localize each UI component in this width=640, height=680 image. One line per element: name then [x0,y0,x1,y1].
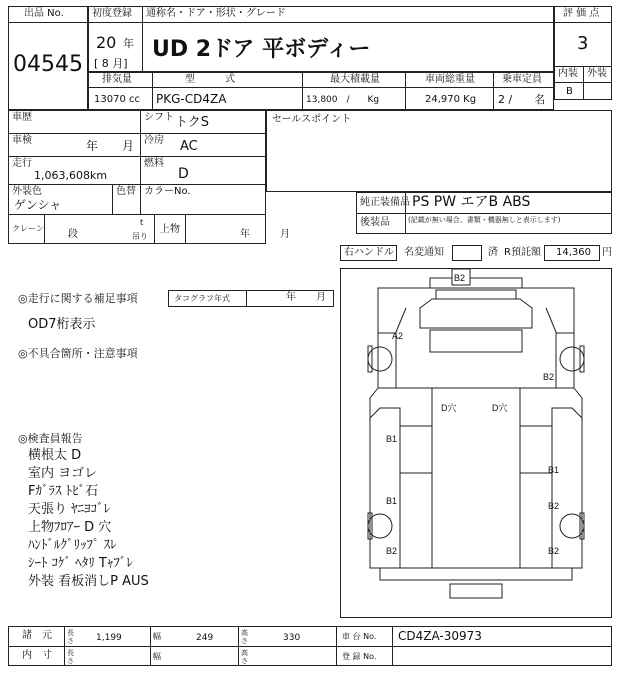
color-change-label: 色替 [116,186,136,197]
recycle-fee-label: R預託額 [504,247,541,258]
damage-mark-a2-windshield: A2 [392,331,404,341]
damage-mark-b2-left-rear: B2 [386,546,398,556]
history-label: 車歴 [12,112,32,123]
inspector-line: 外装 看板消しP AUS [28,574,149,589]
displacement-label: 排気量 [102,74,132,85]
shoryo-label: 諸 元 [22,630,52,641]
defects-label: ◎不具合箇所・注意事項 [18,347,138,360]
capacity-value: 2 / 名 [498,93,546,106]
lot-label: 出品 No. [24,8,64,19]
damage-mark-b2-front: B2 [454,273,466,283]
damage-mark-d-hole-2: D穴 [492,403,508,413]
model-label: 型 式 [185,74,235,85]
capacity-label: 乗車定員 [502,74,542,85]
chassis-value: CD4ZA-30973 [398,629,482,643]
width-label-2: 幅 [153,652,161,661]
first-reg-year: 20 [96,33,117,52]
inspector-label: ◎検査員報告 [18,432,83,445]
fuel-value: D [178,166,189,182]
name-change-box [452,245,482,261]
shift-label: シフト [144,112,174,123]
height-value: 330 [283,633,301,643]
ext-color-value: ゲンシャ [14,198,62,212]
truck-diagram [340,268,612,618]
reg-label: 登 録 No. [342,652,377,661]
chassis-label: 車 台 No. [342,632,377,641]
damage-mark-b2-right-rear: B2 [548,546,560,556]
damage-mark-b2-right-mid: B2 [548,501,560,511]
length-value: 1,199 [96,633,122,643]
inspection-value: 年 月 [86,139,135,153]
ac-value: AC [180,139,198,154]
model-value: PKG-CD4ZA [156,92,227,106]
genuine-equipment-label: 純正装備品 [360,197,410,208]
width-label: 幅 [153,632,161,641]
exterior-label: 外装 [587,68,607,79]
fuel-label: 燃料 [144,158,164,169]
inspector-line: 天張り ﾔﾆﾖｺﾞﾚ [28,502,111,517]
ac-label: 冷房 [144,135,164,146]
eval-score: 3 [577,33,589,54]
tacho-value: 年 月 [286,292,326,303]
first-reg-label: 初度登録 [92,8,132,19]
inspector-line: Fｶﾞﾗｽ ﾄﾋﾞ石 [28,484,99,499]
interior-grade: B [566,86,573,97]
damage-mark-b1-left: B1 [386,434,398,444]
length-label-2: 長さ [67,649,74,665]
naisun-label: 内 寸 [22,650,52,661]
height-label-2: 高さ [241,649,248,665]
max-load-label: 最大積載量 [330,74,380,85]
gross-weight-value: 24,970 Kg [425,94,477,105]
inspector-line: 横根太 D [28,448,82,463]
damage-mark-d-hole-1: D穴 [441,403,457,413]
first-reg-month: [ 8 月] [94,57,128,70]
vehicle-name: UD 2ドア 平ボディー [152,37,371,62]
rhd-label: 右ハンドル [344,247,394,258]
damage-mark-b2-right-front: B2 [543,372,555,382]
aftermarket-note: (記載が無い場合、書類・機器無しと表示します) [408,216,561,224]
name-change-label: 名変通知 [404,247,444,258]
height-label: 高さ [241,629,248,645]
interior-label: 内装 [558,68,578,79]
recycle-label: 済 [488,247,498,258]
driving-note: OD7桁表示 [28,317,96,332]
length-label: 長さ [67,629,74,645]
gross-weight-label: 車両総重量 [425,74,475,85]
damage-mark-b1-left-rear: B1 [386,496,398,506]
inspector-line: ﾊﾝﾄﾞﾙｸﾞﾘｯﾌﾟ ｽﾚ [28,538,117,553]
genuine-equipment-value: PS PW エアB ABS [412,194,531,210]
aftermarket-label: 後装品 [360,217,390,228]
upper-label: 上物 [160,224,180,235]
shift-value: トクS [175,115,209,130]
max-load-value: 13,800 / Kg [306,95,380,105]
mileage-value: 1,063,608km [34,169,108,182]
yen-label: 円 [602,247,612,258]
crane-lift: 吊り [132,232,148,241]
color-no-label: カラーNo. [144,186,191,197]
inspector-line: 室内 ヨゴレ [28,466,98,481]
ext-color-label: 外装色 [12,186,42,197]
inspector-line: ｼｰﾄ ｺｹﾞ ﾍﾀﾘ Tｬﾌﾞﾚ [28,556,133,571]
crane-label: クレーン [12,224,44,233]
damage-mark-b1-right: B1 [548,465,560,475]
driving-label: ◎走行に関する補足事項 [18,292,138,305]
name-label: 通称名・ドア・形状・グレード [146,8,286,19]
crane-t: t [140,218,144,227]
mileage-label: 走行 [12,158,32,169]
inspection-label: 車検 [12,135,32,146]
inspector-line: 上物ﾌﾛｱｰ D 穴 [28,520,112,535]
eval-label: 評 価 点 [563,8,600,19]
year-unit: 年 [123,37,134,50]
selling-points-label: セールスポイント [272,114,352,125]
crane-step: 段 [68,229,78,240]
recycle-fee-value: 14,360 [556,247,591,258]
displacement-value: 13070 cc [94,94,140,105]
width-value: 249 [196,633,214,643]
tacho-label: タコグラフ年式 [174,294,230,303]
lot-number: 04545 [13,52,83,77]
upper-value: 年 月 [240,229,290,240]
